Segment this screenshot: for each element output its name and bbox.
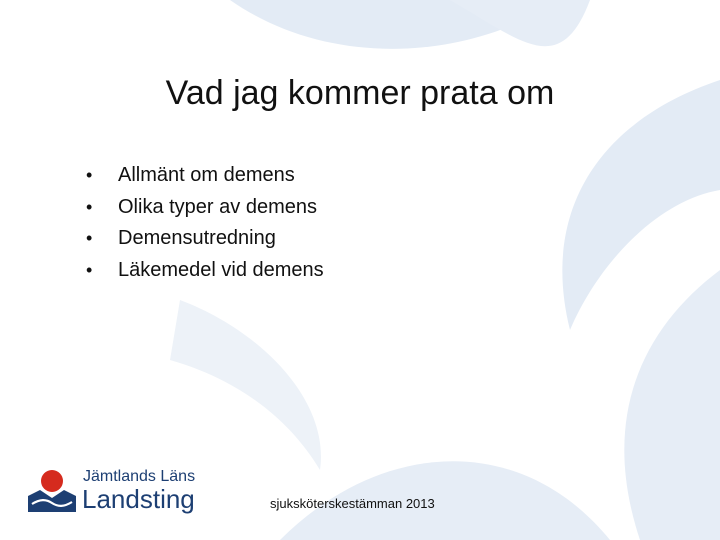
footer-text: sjuksköterskestämman 2013 xyxy=(270,496,435,511)
bullet-item xyxy=(86,223,324,255)
bullet-text: Allmänt om demens xyxy=(118,164,295,187)
bullet-dot: • xyxy=(86,259,93,280)
organization-logo xyxy=(26,462,226,522)
bullet-item xyxy=(86,255,324,287)
bullet-item xyxy=(86,192,324,224)
bullet-list xyxy=(86,160,324,286)
bullet-dot: • xyxy=(86,196,93,217)
slide-title: Vad jag kommer prata om xyxy=(165,74,555,112)
logo-text-line1: Jämtlands Läns xyxy=(83,468,196,485)
bullet-dot: • xyxy=(86,228,93,249)
bullet-text: Läkemedel vid demens xyxy=(118,258,324,281)
bullet-item xyxy=(86,160,324,192)
landsting-logo-icon xyxy=(26,466,78,518)
logo-text-line2: Landsting xyxy=(82,484,195,514)
bullet-dot: • xyxy=(86,165,93,186)
bullet-text: Olika typer av demens xyxy=(118,195,317,218)
bullet-text: Demensutredning xyxy=(118,227,276,250)
